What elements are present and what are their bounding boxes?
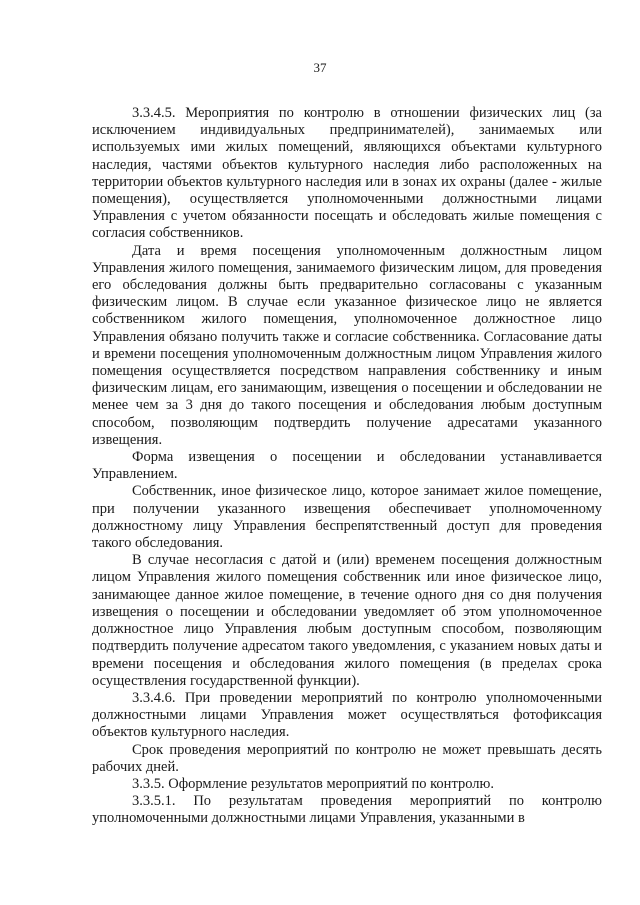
paragraph: Дата и время посещения уполномоченным должностным лицом Управления жилого помещения, занимаемого физическим лицом, для проведения его обследования должны быть предварительно согласованы с указанным физическим лицом. В случае если указанное физическое лицо не является собственником жилого помещения, уполномоченное должностное лицо Управления обязано получить также и согласие собственника. Согласование даты и времени посещения уполномоченным должностным лицом Управления жилого помещения осуществляется посредством направления собственнику и иным физическим лицам, его занимающим, извещения о посещении и обследовании не менее чем за 3 дня до такого посещения и обследования любым доступным способом, позволяющим подтвердить получение адресатами указанного извещения. [92,242,602,448]
page-number: 37 [313,60,327,75]
paragraph: В случае несогласия с датой и (или) временем посещения должностным лицом Управления жилого помещения собственник или иное физическое лицо, занимающее данное жилое помещение, в течение одного дня со дня получения извещения о посещении и обследовании уведомляет об этом уполномоченное должностное лицо Управления любым доступным способом, позволяющим подтвердить получение адресатом такого уведомления, с указанием новых даты и времени посещения и обследования жилого помещения (в пределах срока осуществления государственной функции). [92,552,602,689]
paragraph: Собственник, иное физическое лицо, которое занимает жилое помещение, при получении указанного извещения обеспечивает уполномоченному должностному лицу Управления беспрепятственный доступ для проведения такого обследования. [92,483,602,552]
body-text [92,105,602,828]
paragraph: 3.3.5.1. По результатам проведения мероприятий по контролю уполномоченными должностными лицами Управления, указанными в [92,793,602,827]
paragraph: 3.3.4.6. При проведении мероприятий по контролю уполномоченными должностными лицами Управления может осуществляться фотофиксация объектов культурного наследия. [92,689,602,741]
paragraph: Срок проведения мероприятий по контролю не может превышать десять рабочих дней. [92,741,602,775]
paragraph: Форма извещения о посещении и обследовании устанавливается Управлением. [92,449,602,483]
paragraph: 3.3.4.5. Мероприятия по контролю в отношении физических лиц (за исключением индивидуальных предпринимателей), занимаемых или используемых ими жилых помещений, являющихся объектами культурного наследия, частями объектов культурного наследия либо расположенных на территории объектов культурного наследия или в зонах их охраны (далее - жилые помещения), осуществляется уполномоченными должностными лицами Управления с учетом обязанности посещать и обследовать жилые помещения с согласия собственников. [92,105,602,242]
paragraph: 3.3.5. Оформление результатов мероприятий по контролю. [132,775,494,792]
